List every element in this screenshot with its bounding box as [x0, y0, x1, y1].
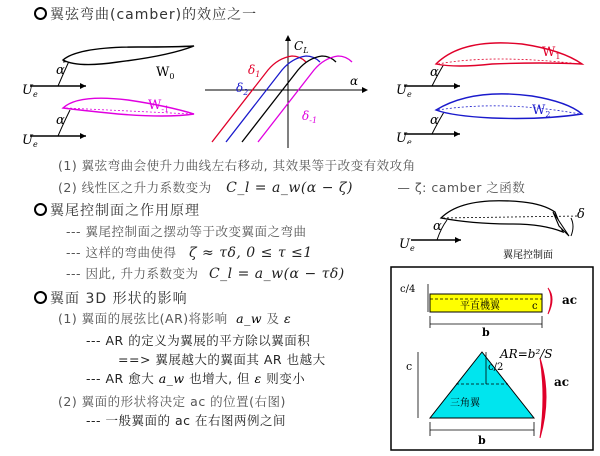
w0-label: $W_0$ [156, 65, 175, 81]
delta1-label: $\delta_1$ [248, 63, 261, 79]
bullet-icon [34, 291, 47, 304]
ar-line2: --- AR 的定义为翼展的平方除以翼面积 [86, 333, 311, 348]
delta-wing-label: 三角翼 [450, 398, 480, 409]
alpha-label: α [430, 65, 439, 80]
lift-curve-chart [200, 30, 375, 155]
delta-arc [571, 218, 573, 236]
ar-line4 [86, 369, 305, 387]
line4-prefix: --- AR 愈大 [86, 371, 155, 386]
epsilon-symbol: ε [254, 371, 262, 386]
camber-effect-line1: (1) 翼弦弯曲会使升力曲线左右移动, 其效果等于改变有效攻角 [58, 158, 416, 173]
alpha-label: α [56, 63, 65, 78]
curve-delta2 [226, 56, 320, 142]
lift-equation: C_l = a_w(α − ζ) [226, 180, 353, 196]
alpha-axis-label: α [350, 74, 359, 88]
airfoil-w2 [436, 94, 582, 119]
line2-prefix: (2) 线性区之升力系数变为 [58, 180, 212, 195]
velocity-label: $U_e$ [22, 83, 38, 99]
line4-mid: 也增大, 但 [189, 371, 251, 386]
w-1-label: $W_{-1}$ [148, 98, 170, 114]
alpha-label: α [430, 113, 439, 128]
line3-prefix: --- 因此, 升力系数变为 [66, 266, 199, 281]
c-tri-label: c [406, 360, 413, 373]
control-line2 [66, 243, 313, 261]
lift-equation-flap: C_l = a_w(α − τδ) [208, 266, 345, 282]
ac-label: ac [562, 293, 578, 307]
ar-formula: AR=b²/S [500, 347, 553, 361]
c2-label: c/2 [488, 362, 504, 373]
flap-diagram [393, 190, 593, 262]
delta-label: δ [577, 207, 585, 222]
section2-title: 翼尾控制面之作用原理 [50, 203, 200, 219]
velocity-label: $U_e$ [22, 133, 38, 149]
line2-prefix: --- 这样的弯曲使得 [66, 245, 177, 260]
line2-suffix: — ζ: camber 之函数 [397, 180, 526, 195]
delta2-label: $\delta_2$ [236, 81, 249, 97]
section2-heading [34, 200, 200, 220]
velocity-label: $U_e$ [396, 83, 412, 99]
ac-line1: (2) 翼面的形状将决定 ac 的位置(右图) [58, 394, 286, 409]
ar-line1 [58, 309, 291, 327]
section3-heading [34, 288, 188, 308]
velocity-label: $U_e$ [396, 131, 412, 144]
velocity-label: $U_e$ [399, 237, 415, 253]
line1-prefix: (1) 翼面的展弦比(AR)将影响 [58, 311, 228, 326]
airfoil-w0 [63, 46, 194, 65]
arrow-head-icon [80, 133, 86, 139]
alpha-label: α [433, 219, 442, 234]
curve-delta0 [242, 56, 336, 142]
planform-box [390, 266, 595, 452]
line4-suffix: 则变小 [266, 371, 306, 386]
ar-line3: ==> 翼展越大的翼面其 AR 也越大 [118, 352, 326, 367]
delta-1-label: $\delta_{-1}$ [302, 109, 318, 125]
flap-caption: 翼尾控制面 [503, 250, 553, 261]
b-tri-label: b [478, 434, 486, 447]
aw-symbol: a_w [236, 311, 263, 326]
w2-label: $W_2$ [532, 103, 551, 119]
zeta-equation: ζ ≈ τδ, 0 ≤ τ ≤1 [189, 245, 313, 261]
arrow-head-icon [455, 237, 461, 243]
camber-airfoils-left [18, 34, 203, 159]
control-line3 [66, 264, 345, 282]
alpha-label: α [56, 113, 65, 128]
w1-label: $W_1$ [542, 45, 561, 61]
aw-symbol: a_w [158, 371, 185, 386]
control-line1: --- 翼尾控制面之摆动等于改变翼面之弯曲 [66, 224, 307, 239]
b-label: b [482, 326, 490, 339]
c4-label: c/4 [400, 284, 416, 295]
ac-tri-label: ac [554, 375, 570, 389]
rect-wing-label: 平直機翼 [460, 301, 500, 312]
curve-delta-1 [258, 56, 352, 142]
bullet-icon [34, 203, 47, 216]
section1-title: 翼弦弯曲(camber)的效应之一 [50, 7, 258, 23]
c-label: c [532, 301, 538, 312]
camber-airfoils-right [392, 34, 592, 144]
line1-mid: 及 [266, 311, 280, 326]
cl-label: $C_L$ [294, 39, 309, 55]
section3-title: 翼面 3D 形状的影响 [50, 291, 188, 307]
arrow-head-icon [80, 83, 86, 89]
ac-line2: --- 一般翼面的 ac 在右图两例之间 [86, 413, 286, 428]
section1-heading [34, 4, 257, 24]
epsilon-symbol: ε [284, 311, 292, 326]
arrow-head-icon [454, 131, 460, 137]
arrow-head-icon [454, 83, 460, 89]
bullet-icon [34, 7, 47, 20]
